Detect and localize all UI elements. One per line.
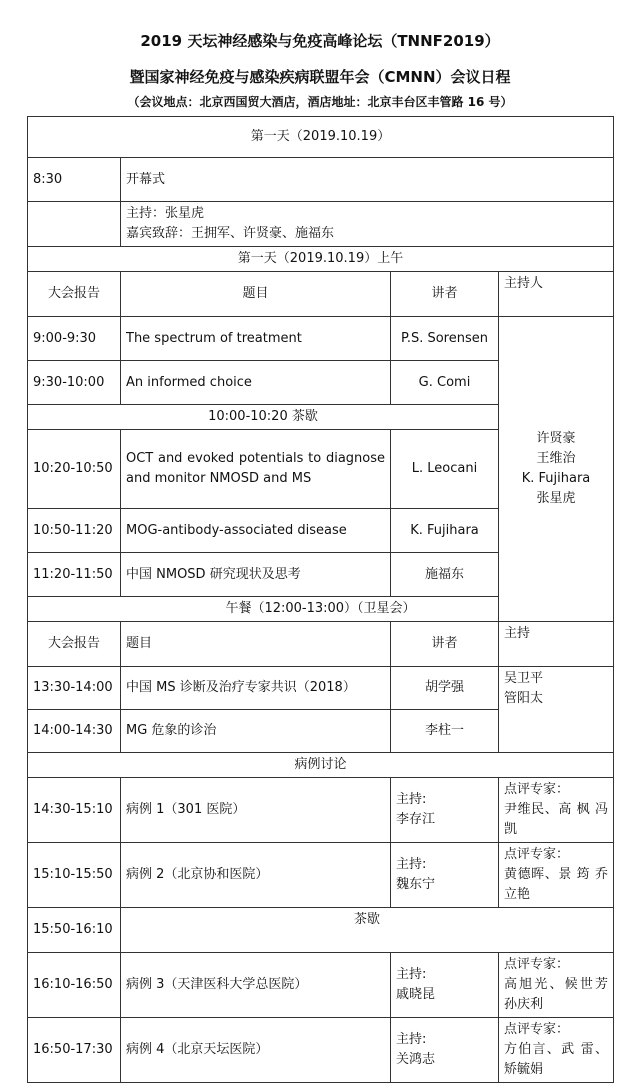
- reviewer-label: 点评专家：: [504, 1022, 570, 1037]
- reviewer-label: 点评专家：: [504, 957, 570, 972]
- reviewers-cell: [499, 1018, 614, 1083]
- speaker-cell: 李柱一: [391, 710, 499, 753]
- day-heading-row: [28, 117, 614, 158]
- time-cell: 14:30-15:10: [28, 778, 121, 843]
- time-cell: 16:10-16:50: [28, 953, 121, 1018]
- doc-subtitle: 暨国家神经免疫与感染疾病联盟年会（CMNN）会议日程: [129, 68, 511, 86]
- chair-name: 王维治: [536, 451, 576, 466]
- column-header-row: [28, 622, 614, 667]
- speaker-cell: P.S. Sorensen: [391, 317, 499, 361]
- morning-heading: 第一天（2019.10.19）上午: [28, 247, 614, 272]
- lunch-row: [28, 597, 614, 622]
- doc-title: 2019 天坛神经感染与免疫高峰论坛（TNNF2019）: [140, 32, 500, 50]
- speaker-cell: 施福东: [391, 553, 499, 597]
- col-topic-header: 题目: [121, 622, 391, 667]
- welcome-host: 主持：张星虎: [126, 206, 205, 221]
- chair-name: 管阳太: [504, 691, 544, 706]
- case-title: 病例 1（301 医院）: [121, 778, 391, 843]
- col-topic-header: 题目: [121, 272, 391, 317]
- case-title: 病例 4（北京天坛医院）: [121, 1018, 391, 1083]
- reviewer-names: 方伯言、武 雷、矫毓娟: [504, 1042, 608, 1077]
- column-header-row: [28, 272, 614, 317]
- table-row: [28, 778, 614, 843]
- lunch-heading: 午餐（12:00-13:00）（卫星会）: [28, 597, 614, 622]
- speaker-cell: L. Leocani: [391, 430, 499, 509]
- day-heading: 第一天（2019.10.19）: [28, 117, 614, 158]
- topic-cell: MOG-antibody-associated disease: [121, 509, 391, 553]
- case-title: 病例 3（天津医科大学总医院）: [121, 953, 391, 1018]
- section-heading-row: [28, 247, 614, 272]
- topic-cell: 中国 MS 诊断及治疗专家共识（2018）: [121, 667, 391, 710]
- col-session-header: 大会报告: [28, 622, 121, 667]
- reviewer-label: 点评专家：: [504, 782, 570, 797]
- case-host-cell: [391, 1018, 499, 1083]
- speaker-cell: 胡学强: [391, 667, 499, 710]
- table-row: [28, 1018, 614, 1083]
- tea-break: 茶歇: [121, 908, 614, 953]
- time-cell: 15:50-16:10: [28, 908, 121, 953]
- table-row: [28, 317, 614, 361]
- time-cell: 8:30: [28, 158, 121, 202]
- time-cell: 13:30-14:00: [28, 667, 121, 710]
- reviewer-names: 黄德晖、景 筠 乔立艳: [504, 867, 608, 902]
- topic-cell: An informed choice: [121, 361, 391, 405]
- tea-break: 10:00-10:20 茶歇: [28, 405, 499, 430]
- chair-name: 许贤豪: [536, 431, 576, 446]
- col-speaker-header: 讲者: [391, 622, 499, 667]
- schedule-table: [27, 116, 614, 1083]
- reviewers-cell: [499, 953, 614, 1018]
- col-chair-header: 主持: [499, 622, 614, 667]
- time-cell: 14:00-14:30: [28, 710, 121, 753]
- table-row: [28, 158, 614, 202]
- chair-name: 吴卫平: [504, 671, 544, 686]
- reviewer-names: 高旭光、候世芳 孙庆利: [504, 977, 608, 1012]
- time-cell: 10:50-11:20: [28, 509, 121, 553]
- col-chair-header: 主持人: [499, 272, 614, 317]
- time-cell: 9:00-9:30: [28, 317, 121, 361]
- col-session-header: 大会报告: [28, 272, 121, 317]
- venue-note: （会议地点：北京西国贸大酒店，酒店地址：北京丰台区丰管路 16 号）: [127, 95, 513, 109]
- topic-cell: MG 危象的诊治: [121, 710, 391, 753]
- case-host-cell: [391, 953, 499, 1018]
- section-heading-row: [28, 753, 614, 778]
- empty-cell: [28, 202, 121, 247]
- case-host-cell: [391, 843, 499, 908]
- host-label: 主持:: [396, 857, 427, 872]
- table-row: [28, 843, 614, 908]
- reviewers-cell: [499, 778, 614, 843]
- chair-name: K. Fujihara: [521, 471, 591, 486]
- host-name: 魏东宁: [396, 877, 436, 892]
- morning-chairs-cell: [499, 317, 614, 622]
- speaker-cell: G. Comi: [391, 361, 499, 405]
- table-row: [28, 667, 614, 710]
- host-name: 关鸿志: [396, 1052, 436, 1067]
- reviewer-names: 尹维民、高 枫 冯 凯: [504, 802, 608, 837]
- reviewer-label: 点评专家：: [504, 847, 570, 862]
- topic-cell: The spectrum of treatment: [121, 317, 391, 361]
- host-name: 李存江: [396, 812, 436, 827]
- speaker-cell: K. Fujihara: [391, 509, 499, 553]
- case-host-cell: [391, 778, 499, 843]
- host-label: 主持:: [396, 792, 427, 807]
- break-row: [28, 908, 614, 953]
- cases-heading: 病例讨论: [28, 753, 614, 778]
- col-speaker-header: 讲者: [391, 272, 499, 317]
- topic-cell: 中国 NMOSD 研究现状及思考: [121, 553, 391, 597]
- welcome-guests: 嘉宾致辞：王拥军、许贤豪、施福东: [126, 226, 335, 241]
- case-title: 病例 2（北京协和医院）: [121, 843, 391, 908]
- time-cell: 16:50-17:30: [28, 1018, 121, 1083]
- chair-name: 张星虎: [536, 491, 576, 506]
- time-cell: 9:30-10:00: [28, 361, 121, 405]
- welcome-cell: [121, 202, 614, 247]
- time-cell: 10:20-10:50: [28, 430, 121, 509]
- host-label: 主持:: [396, 967, 427, 982]
- host-name: 戚晓昆: [396, 987, 436, 1002]
- afternoon-chairs-cell: [499, 667, 614, 753]
- time-cell: 11:20-11:50: [28, 553, 121, 597]
- table-row: [28, 202, 614, 247]
- table-row: [28, 953, 614, 1018]
- reviewers-cell: [499, 843, 614, 908]
- topic-cell: OCT and evoked potentials to diagnose and monitor NMOSD and MS: [121, 430, 391, 509]
- time-cell: 15:10-15:50: [28, 843, 121, 908]
- host-label: 主持:: [396, 1032, 427, 1047]
- session-title: 开幕式: [121, 158, 614, 202]
